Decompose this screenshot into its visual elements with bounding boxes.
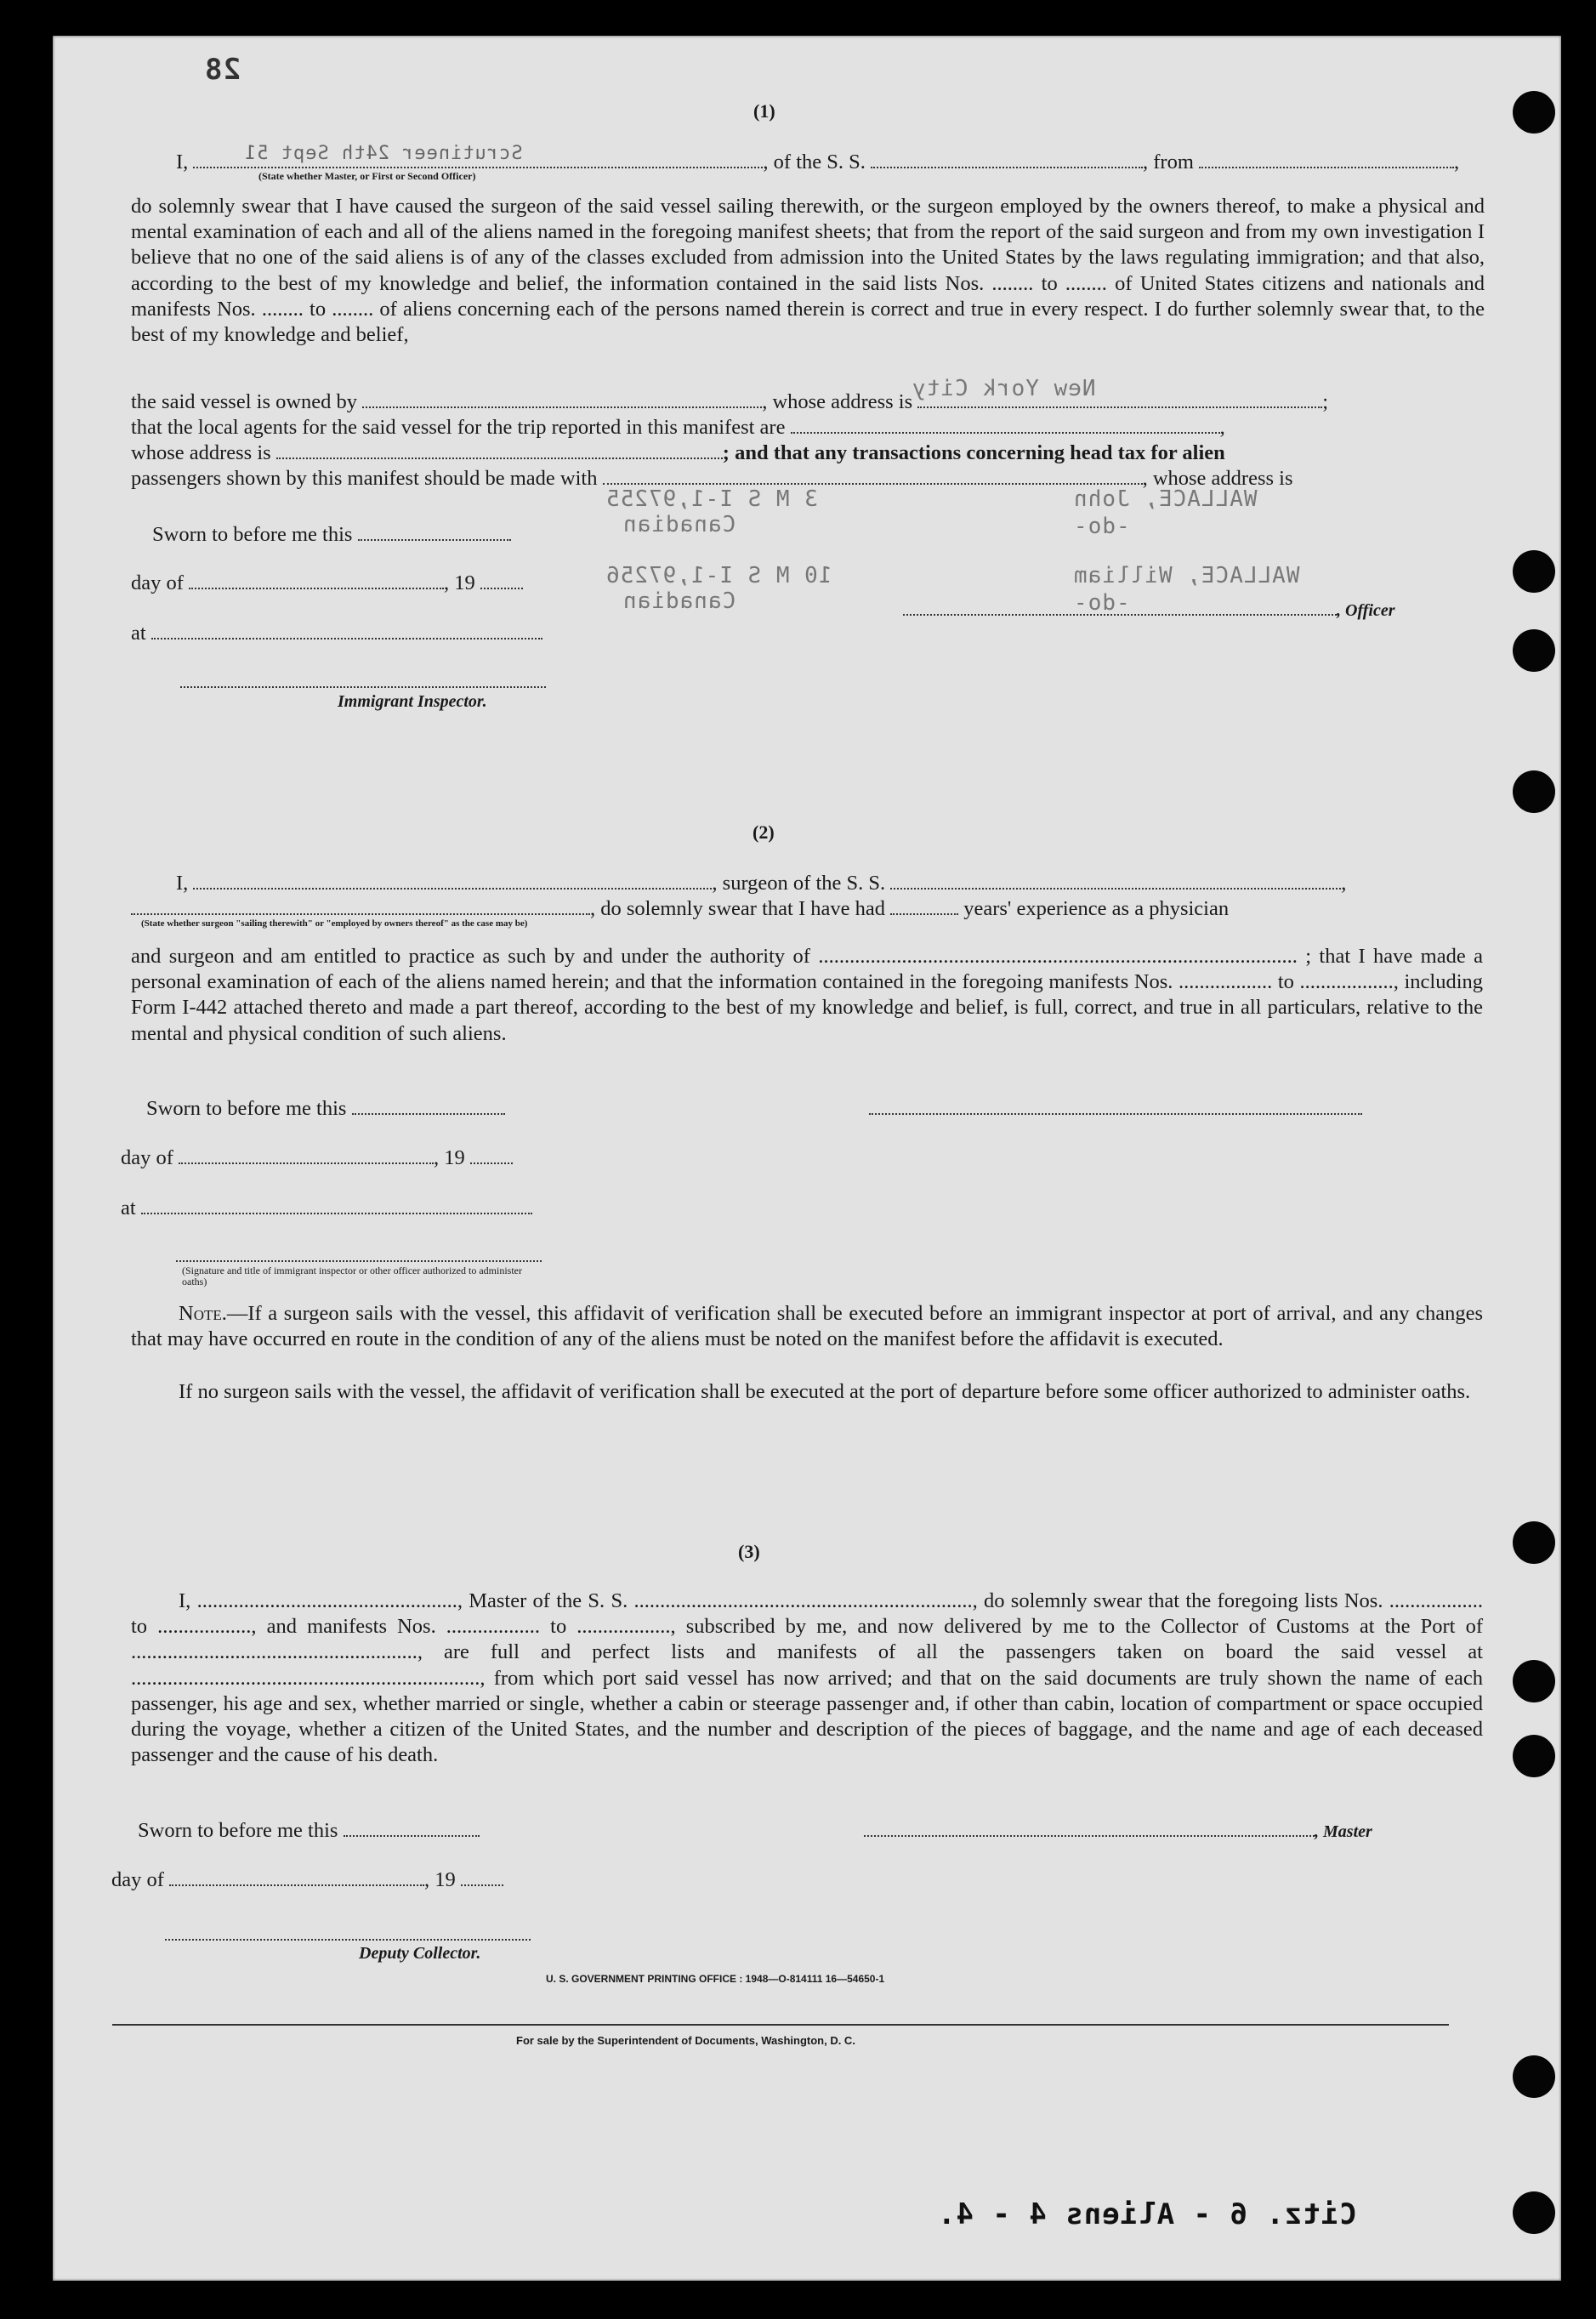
- surgeon-status-field[interactable]: [131, 895, 590, 915]
- section-2-number: (2): [753, 821, 775, 843]
- bleed-row2-name: WALLACE, William: [1073, 563, 1300, 588]
- bleed-row2-ditto: -do-: [1073, 590, 1130, 616]
- agents-field[interactable]: [791, 413, 1220, 434]
- surgeon-status-note: (State whether surgeon "sailing therewith" or "employed by owners thereof" as the case may be): [141, 918, 528, 929]
- s1-from-label: , from: [1143, 151, 1194, 173]
- footer-rule: [112, 2024, 1449, 2026]
- officer-signature-field[interactable]: [903, 595, 1337, 616]
- s2-day-field[interactable]: [179, 1144, 434, 1164]
- surgeon-swear-label: , do solemnly swear that I have had: [590, 897, 885, 920]
- owner-field[interactable]: [362, 388, 762, 408]
- bleed-row1-ditto: -do-: [1073, 514, 1130, 539]
- s2-dayof-label: day of: [121, 1146, 173, 1169]
- s3-year-field[interactable]: [461, 1866, 503, 1886]
- bleed-row1-values: 3 M S I-1,97255: [605, 486, 818, 512]
- owner-address-label: , whose address is: [762, 390, 913, 413]
- s1-comma: ,: [1454, 151, 1460, 173]
- from-port-field[interactable]: [1199, 148, 1454, 168]
- note-no-surgeon: If no surgeon sails with the vessel, the affidavit of verification shall be executed at the port of departure before some officer authorized to administer oaths.: [179, 1380, 1471, 1403]
- section-1-oath: do solemnly swear that I have caused the surgeon of the said vessel sailing therewith, or the surgeon employed by the owners thereof, to make a physical and mental examination of each and all of the aliens named in the foregoing manifest sheets; that from the report of the said surgeon and from my own investigation I believe that no one of the said aliens is of any of the classes excluded from admission into the United States by the laws regulating immigration; and that also, according to the best of my knowledge and belief, the information contained in the said lists Nos. ........ to ........ of United States citizens and nationals and manifests Nos. ........ to ........ of aliens concerning each of the persons named therein is correct and true in every respect. I do further solemnly swear that, to the best of my knowledge and belief,: [131, 195, 1485, 347]
- head-tax-contact-label: passengers shown by this manifest should be made with: [131, 467, 598, 490]
- vessel-name-field[interactable]: [871, 148, 1143, 168]
- punch-hole: [1513, 1660, 1555, 1702]
- years-experience-label: years' experience as a physician: [963, 897, 1230, 920]
- section-3-number: (3): [738, 1541, 760, 1562]
- bleed-row2-nationality: Canadian: [622, 588, 736, 614]
- s2-year-label: , 19: [434, 1146, 465, 1169]
- bleed-address: New York City: [912, 376, 1096, 401]
- s1-dayof-label: day of: [131, 571, 184, 594]
- surgeon-name-field[interactable]: [193, 869, 712, 890]
- s1-year-field[interactable]: [480, 569, 523, 589]
- section-1-number: (1): [753, 100, 775, 122]
- collector-signature-line[interactable]: [165, 1939, 531, 1941]
- s1-ss-label: , of the S. S.: [763, 151, 866, 173]
- officer-handwritten: Scrutineer 24th Sept 51: [244, 143, 524, 164]
- s1-at-label: at: [131, 622, 146, 645]
- note-label: Note.: [179, 1302, 227, 1325]
- officer-label: , Officer: [1337, 601, 1395, 620]
- s2-i-label: I,: [176, 872, 189, 895]
- owned-by-label: the said vessel is owned by: [131, 390, 358, 413]
- comma: ,: [1341, 872, 1347, 895]
- authorized-officer-signature-line[interactable]: [176, 1260, 542, 1262]
- form-page: [53, 36, 1561, 2281]
- gpo-imprint: U. S. GOVERNMENT PRINTING OFFICE : 1948—O-814111 16—54650-1: [546, 1973, 885, 1985]
- section-3-oath: I, .................................................., Master of the S. S. ................................................................., do solemnly swear that the foregoing lists Nos. .................. to .................., and manifests Nos. .................. to .................., subscribed by me, and now delivered by me to the Collector of Customs at the Port of ......................................................., are full and perfect lists and manifests of all the passengers taken on board the said vessel at ..................................................................., from which port said vessel has now arrived; and that on the said documents are truly shown the name of each passenger, his age and sex, whether married or single, whether a cabin or steerage passenger and, if other than cabin, location of compartment or space occupied during the voyage, whether a citizen of the United States, and the number and description of the pieces of baggage, and the name and age of each deceased passenger and the cause of his death.: [131, 1589, 1483, 1767]
- officer-title-note: (State whether Master, or First or Second Officer): [258, 170, 476, 182]
- punch-hole: [1513, 629, 1555, 672]
- surgeon-vessel-field[interactable]: [890, 869, 1341, 890]
- officer-title-field[interactable]: [193, 143, 763, 168]
- master-signature-field[interactable]: [864, 1816, 1315, 1837]
- s3-day-field[interactable]: [169, 1866, 424, 1886]
- punch-hole: [1513, 770, 1555, 813]
- master-label: , Master: [1315, 1822, 1372, 1841]
- s2-at-label: at: [121, 1196, 136, 1219]
- inspector-signature-line[interactable]: [180, 686, 546, 688]
- s1-sworn-label: Sworn to before me this: [152, 523, 353, 546]
- semicolon: ;: [1322, 390, 1329, 413]
- agents-label: that the local agents for the said vessel for the trip reported in this manifest are: [131, 416, 786, 439]
- punch-hole: [1513, 2191, 1555, 2234]
- punch-hole: [1513, 91, 1555, 134]
- s3-sworn-field[interactable]: [344, 1816, 480, 1837]
- comma: ,: [1219, 416, 1225, 439]
- punch-hole: [1513, 550, 1555, 593]
- s2-at-field[interactable]: [141, 1194, 532, 1214]
- s3-year-label: , 19: [424, 1868, 456, 1891]
- s2-year-field[interactable]: [470, 1144, 513, 1164]
- s3-dayof-label: day of: [111, 1868, 164, 1891]
- s2-sworn-field[interactable]: [352, 1094, 505, 1115]
- bleed-row1-name: WALLACE, John: [1073, 486, 1258, 512]
- owner-address-field[interactable]: [917, 388, 1322, 408]
- head-tax-label: ; and that any transactions concerning head tax for alien: [722, 441, 1225, 464]
- bleed-row2-values: 10 M S I-1,97256: [605, 563, 832, 588]
- bleed-number: 28: [204, 53, 241, 87]
- punch-hole: [1513, 1735, 1555, 1777]
- s1-i-label: I,: [176, 151, 189, 173]
- s2-sworn-label: Sworn to before me this: [146, 1097, 347, 1120]
- signature-title-note: (Signature and title of immigrant inspector or other officer authorized to administer oaths): [182, 1265, 522, 1287]
- years-experience-field[interactable]: [890, 895, 958, 915]
- s1-day-field[interactable]: [189, 569, 444, 589]
- bottom-tally: Citz. 6 - Aliens 4 - 4.: [937, 2197, 1357, 2231]
- for-sale-note: For sale by the Superintendent of Documents, Washington, D. C.: [516, 2034, 855, 2047]
- s1-year-label: , 19: [444, 571, 475, 594]
- punch-hole: [1513, 2055, 1555, 2098]
- agent-address-field[interactable]: [276, 439, 723, 459]
- surgeon-ss-label: , surgeon of the S. S.: [712, 872, 886, 895]
- s1-sworn-field[interactable]: [358, 520, 511, 541]
- bleed-row1-nationality: Canadian: [622, 512, 736, 537]
- section-2-oath: and surgeon and am entitled to practice as such by and under the authority of ............................................................................................ ; that I have made a personal examination of each of the aliens named herein; and that the information contained in the foregoing manifests Nos. .................. to .................., including Form I-442 attached thereto and made a part thereof, according to the best of my knowledge and belief, is full, correct, and true in all particulars, relative to the mental and physical condition of such aliens.: [131, 945, 1483, 1045]
- s3-sworn-label: Sworn to before me this: [138, 1819, 338, 1842]
- s1-at-field[interactable]: [151, 619, 542, 639]
- deputy-collector-label: Deputy Collector.: [359, 1944, 481, 1963]
- head-tax-contact-field[interactable]: [603, 464, 1143, 485]
- immigrant-inspector-label: Immigrant Inspector.: [338, 692, 487, 711]
- punch-hole: [1513, 1521, 1555, 1564]
- note-text: —If a surgeon sails with the vessel, this affidavit of verification shall be executed before an immigrant inspector at port of arrival, and any changes that may have occurred en route in the condition of any of the aliens must be noted on the manifest before the affidavit is executed.: [131, 1302, 1483, 1351]
- contact-address-label: , whose address is: [1142, 467, 1293, 490]
- agent-address-label: whose address is: [131, 441, 271, 464]
- surgeon-signature-line[interactable]: [869, 1113, 1362, 1115]
